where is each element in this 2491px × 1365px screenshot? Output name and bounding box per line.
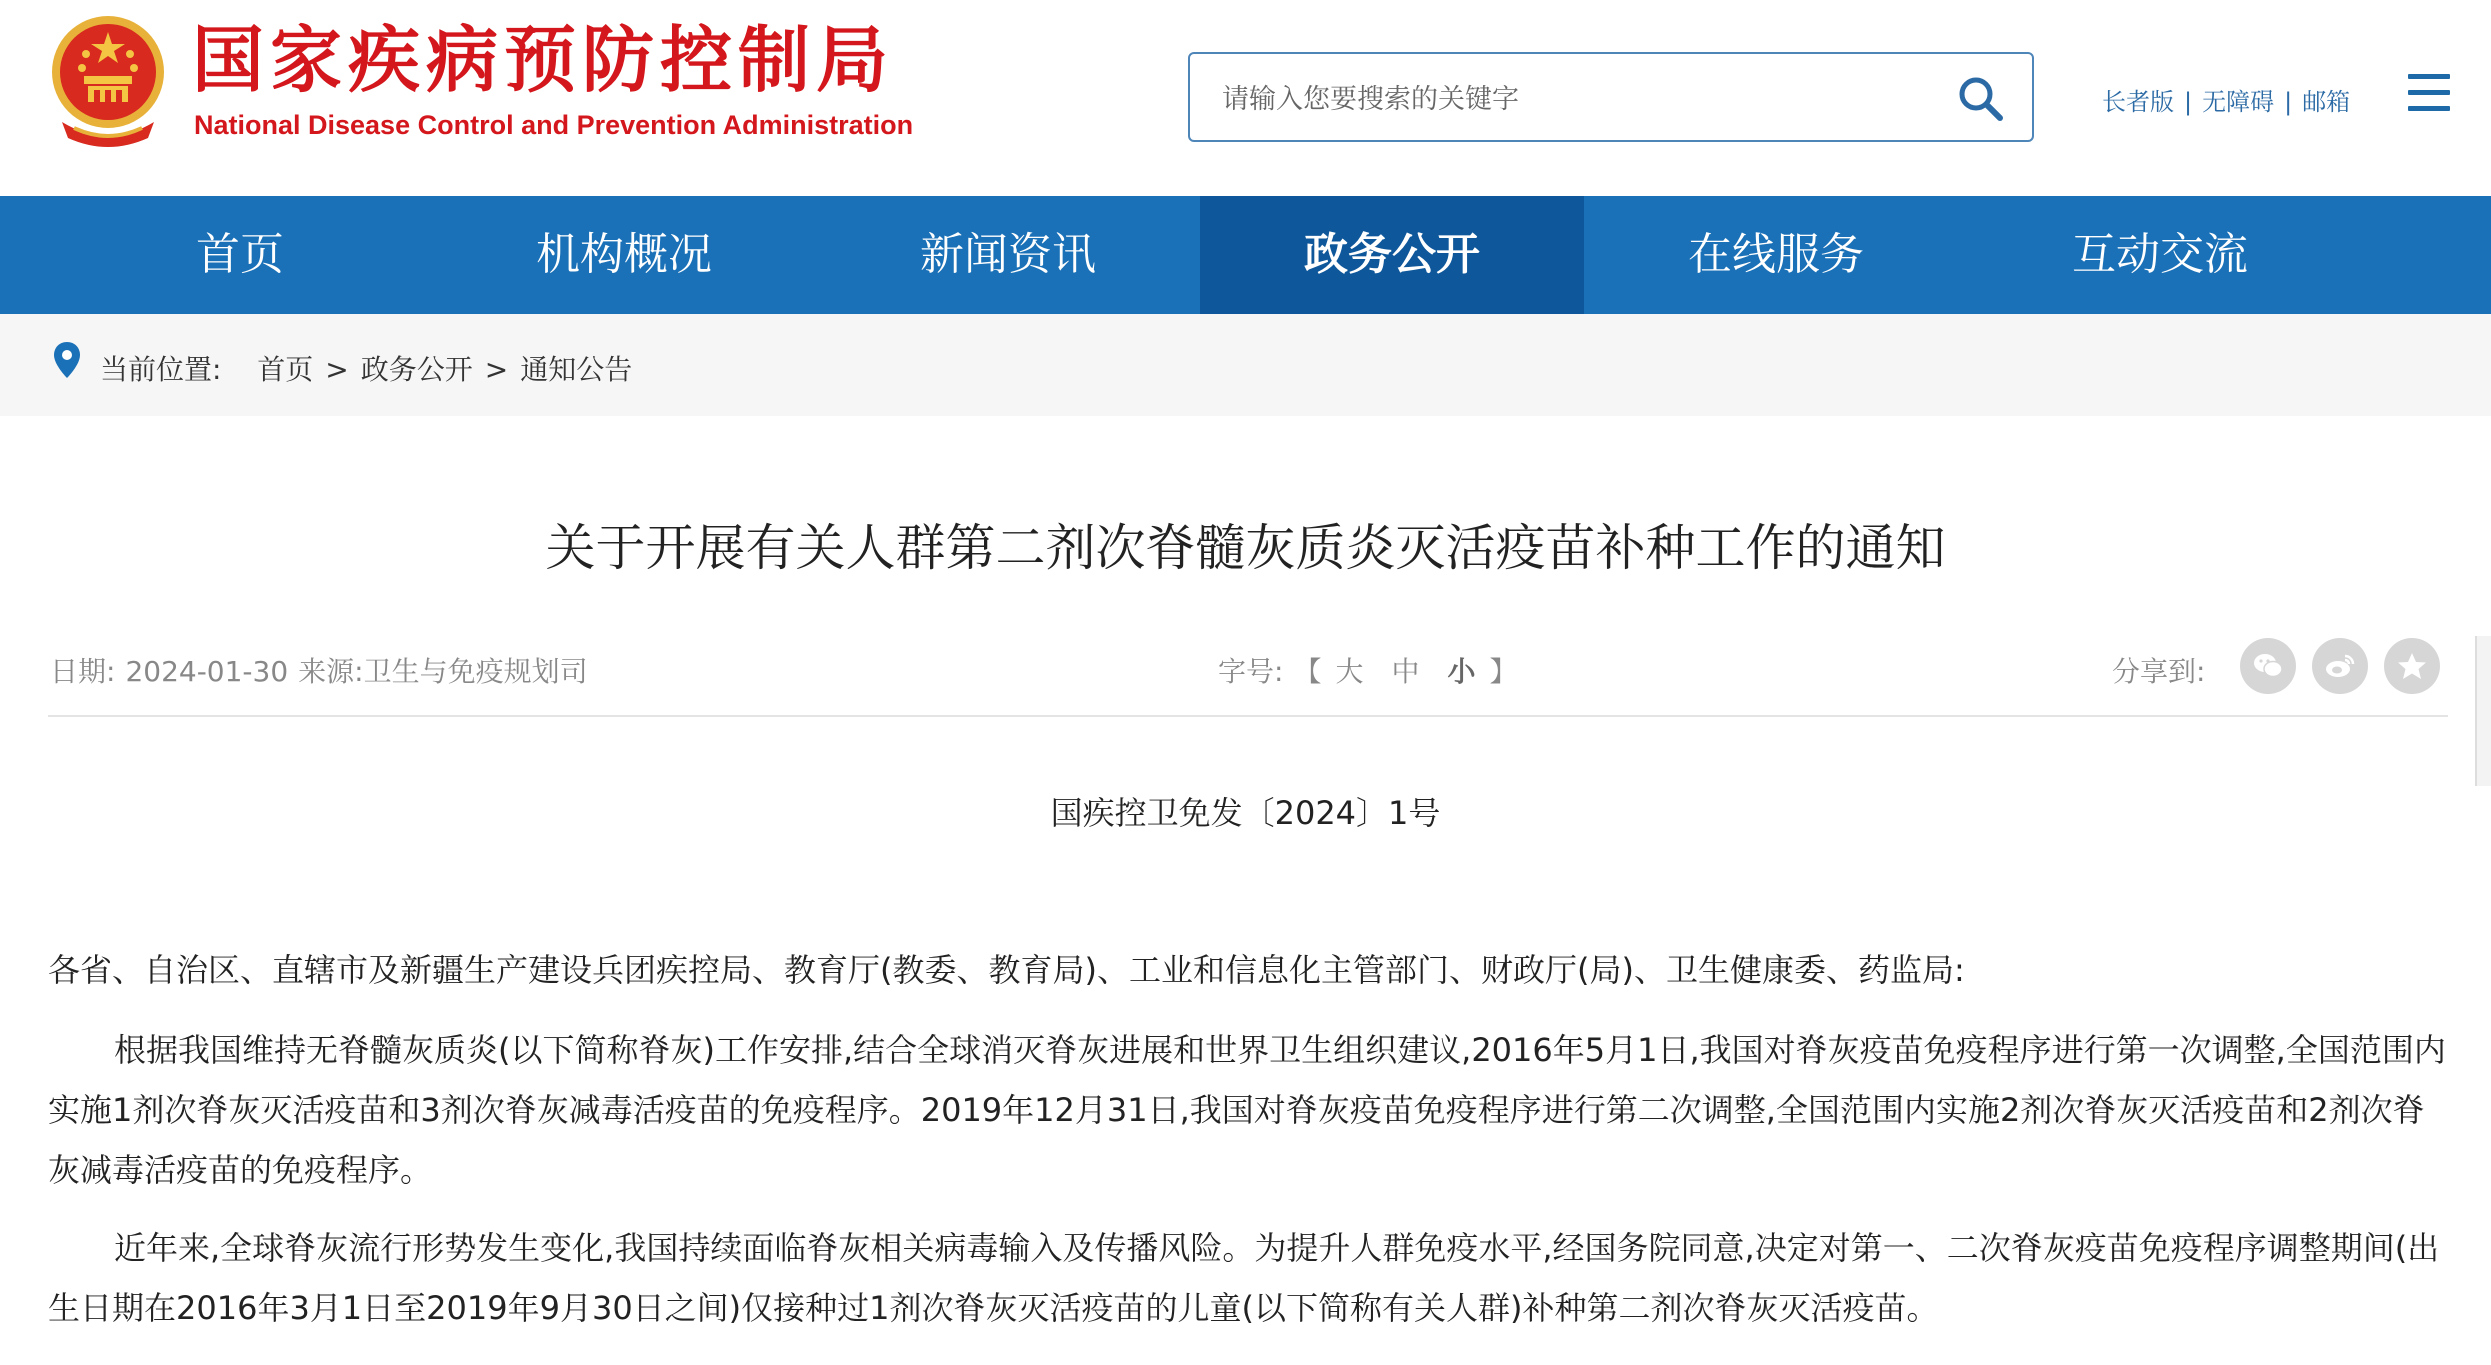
article-title: 关于开展有关人群第二剂次脊髓灰质炎灭活疫苗补种工作的通知: [545, 519, 1946, 577]
breadcrumb-separator: >: [325, 353, 349, 386]
utility-links: [2102, 82, 2350, 117]
breadcrumb-separator: >: [484, 353, 509, 386]
mailbox-link[interactable]: 邮箱: [2302, 88, 2351, 116]
weibo-icon: [2324, 650, 2356, 682]
location-pin-icon: [52, 340, 82, 380]
nav-item-interaction[interactable]: 互动交流: [2072, 229, 2248, 280]
search-icon[interactable]: [1956, 74, 2004, 122]
article-meta: [50, 650, 588, 690]
font-size-medium[interactable]: 中: [1391, 655, 1420, 688]
font-size-label: 字号:: [1218, 655, 1284, 688]
breadcrumb-notices[interactable]: 通知公告: [520, 353, 633, 386]
publish-date: 2024-01-30: [125, 655, 289, 688]
search-input[interactable]: [1220, 72, 1944, 126]
nav-item-news[interactable]: 新闻资讯: [920, 229, 1096, 280]
recipients-line: 各省、自治区、直辖市及新疆生产建设兵团疾控局、教育厅(教委、教育局)、工业和信息化主管部门、财政厅(局)、卫生健康委、药监局:: [48, 951, 1965, 989]
national-emblem-icon: [48, 10, 168, 150]
breadcrumb-label: 当前位置:: [100, 353, 222, 386]
search-box: [1188, 52, 2034, 142]
site-logo-title[interactable]: 国家疾病预防控制局: [192, 17, 895, 102]
font-size-bracket-close: 】: [1489, 655, 1518, 688]
date-label: 日期:: [50, 655, 116, 688]
nav-item-about[interactable]: 机构概况: [536, 229, 712, 280]
favorite-share-button[interactable]: [2384, 638, 2440, 694]
site-logo-subtitle[interactable]: National Disease Control and Prevention Administration: [194, 110, 914, 140]
wechat-share-button[interactable]: [2240, 638, 2296, 694]
source-label: 来源:: [298, 655, 364, 688]
hamburger-menu-icon[interactable]: [2408, 74, 2450, 116]
font-size-bracket-open: 【: [1293, 655, 1322, 688]
article-source: 卫生与免疫规划司: [363, 655, 588, 688]
breadcrumb: [100, 348, 632, 388]
main-nav: [0, 196, 2491, 314]
nav-item-online-services[interactable]: 在线服务: [1688, 229, 1864, 280]
font-size-small[interactable]: 小: [1447, 655, 1476, 688]
body-paragraph: 近年来,全球脊灰流行形势发生变化,我国持续面临脊灰相关病毒输入及传播风险。为提升人群免疫水平,经国务院同意,决定对第一、二次脊灰疫苗免疫程序调整期间(出生日期在2016年3月1日至2019年9月30日之间)仅接种过1剂次脊灰灭活疫苗的儿童(以下简称有关人群)补种第二剂次脊灰灭活疫苗。: [48, 1229, 2440, 1327]
font-size-selector: [1218, 650, 1518, 690]
share-label: 分享到:: [2112, 655, 2206, 688]
nav-item-home[interactable]: 首页: [196, 229, 284, 280]
side-floating-tab[interactable]: [2475, 636, 2491, 786]
favorite-icon: [2396, 650, 2428, 682]
elder-mode-link[interactable]: 长者版: [2102, 88, 2174, 116]
site-header: [0, 0, 2491, 196]
accessibility-link[interactable]: 无障碍: [2202, 88, 2275, 116]
link-separator: |: [2284, 88, 2293, 116]
font-size-large[interactable]: 大: [1335, 655, 1364, 688]
nav-item-government-affairs[interactable]: 政务公开: [1200, 196, 1584, 314]
link-separator: |: [2184, 88, 2193, 116]
breadcrumb-government-affairs[interactable]: 政务公开: [360, 353, 473, 386]
wechat-icon: [2252, 650, 2284, 682]
breadcrumb-home[interactable]: 首页: [257, 353, 314, 386]
weibo-share-button[interactable]: [2312, 638, 2368, 694]
meta-divider: [48, 715, 2448, 717]
document-number: 国疾控卫免发〔2024〕1号: [1050, 794, 1441, 832]
body-paragraph: 根据我国维持无脊髓灰质炎(以下简称脊灰)工作安排,结合全球消灭脊灰进展和世界卫生组织建议,2016年5月1日,我国对脊灰疫苗免疫程序进行第一次调整,全国范围内实施1剂次脊灰灭活疫苗和3剂次脊灰减毒活疫苗的免疫程序。2019年12月31日,我国对脊灰疫苗免疫程序进行第二次调整,全国范围内实施2剂次脊灰灭活疫苗和2剂次脊灰减毒活疫苗的免疫程序。: [48, 1031, 2446, 1189]
